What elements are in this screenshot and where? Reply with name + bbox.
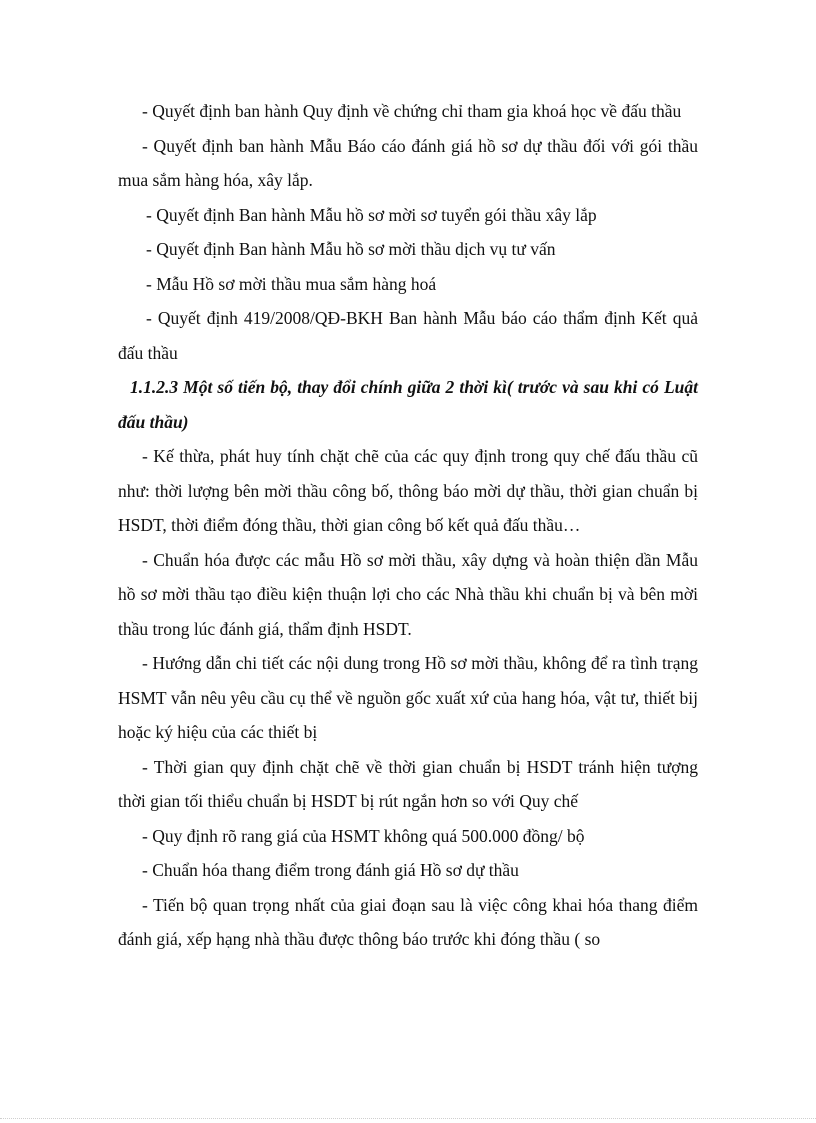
- body-paragraph-inheritance: - Kế thừa, phát huy tính chặt chẽ của các quy định trong quy chế đấu thầu cũ như: thời lượng bên mời thầu công bố, thông báo mời dự thầu, thời gian chuẩn bị HSDT, thời điểm đóng thầu, thời gian công bố kết quả đấu thầu…: [118, 446, 698, 535]
- body-paragraph-price-cap: - Quy định rõ rang giá của HSMT không quá 500.000 đồng/ bộ: [142, 825, 585, 846]
- document-page: [118, 94, 698, 957]
- body-paragraph-scoring-scale: - Chuẩn hóa thang điểm trong đánh giá Hồ sơ dự thầu: [142, 860, 519, 880]
- body-paragraph-detailed-guidance: - Hướng dẫn chi tiết các nội dung trong Hồ sơ mời thầu, không để ra tình trạng HSMT vẫn nêu yêu cầu cụ thể về nguồn gốc xuất xứ của hang hóa, vật tư, thiết bij hoặc ký hiệu của các thiết bị: [118, 653, 698, 742]
- page-bottom-divider: [0, 1118, 816, 1119]
- body-paragraph-preparation-time: - Thời gian quy định chặt chẽ về thời gian chuẩn bị HSDT tránh hiện tượng thời gian tối thiểu chuẩn bị HSDT bị rút ngắn hơn so với Quy chế: [118, 756, 698, 811]
- body-paragraph-transparency: - Tiến bộ quan trọng nhất của giai đoạn sau là việc công khai hóa thang điểm đánh giá, xếp hạng nhà thầu được thông báo trước khi đóng thầu ( so: [118, 894, 698, 949]
- section-heading: 1.1.2.3 Một số tiến bộ, thay đổi chính giữa 2 thời kì( trước và sau khi có Luật đấu thầu): [118, 377, 698, 432]
- paragraph-prequalification-decision: - Quyết định Ban hành Mẫu hồ sơ mời sơ tuyển gói thầu xây lắp: [146, 204, 597, 225]
- body-paragraph-standardization: - Chuẩn hóa được các mẫu Hồ sơ mời thầu, xây dựng và hoàn thiện dần Mẫu hồ sơ mời thầu tạo điều kiện thuận lợi cho các Nhà thầu khi chuẩn bị và bên mời thầu trong lúc đánh giá, thẩm định HSDT.: [118, 549, 698, 639]
- paragraph-evaluation-report-decision: - Quyết định ban hành Mẫu Báo cáo đánh giá hồ sơ dự thầu đối với gói thầu mua sắm hàng hóa, xây lắp.: [118, 135, 698, 190]
- paragraph-consulting-decision: - Quyết định Ban hành Mẫu hồ sơ mời thầu dịch vụ tư vấn: [146, 239, 556, 259]
- paragraph-decision-419: - Quyết định 419/2008/QĐ-BKH Ban hành Mẫu báo cáo thẩm định Kết quả đấu thầu: [118, 308, 698, 363]
- paragraph-goods-procurement-template: - Mẫu Hồ sơ mời thầu mua sắm hàng hoá: [146, 273, 437, 294]
- paragraph-certificate-decision: - Quyết định ban hành Quy định về chứng chỉ tham gia khoá học về đấu thầu: [142, 101, 682, 121]
